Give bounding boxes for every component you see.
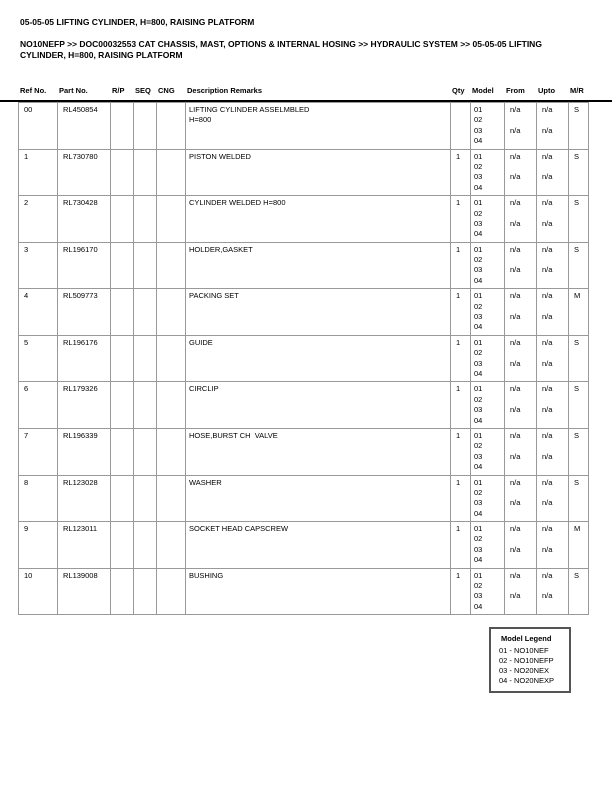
description-cell: GUIDE bbox=[186, 335, 451, 382]
cng-cell bbox=[157, 335, 186, 382]
col-header-upto: Upto bbox=[538, 86, 556, 95]
model-legend-item: 02 - NO10NEFP bbox=[499, 656, 554, 665]
upto-cell: n/a n/a bbox=[537, 568, 569, 615]
rp-cell bbox=[111, 335, 134, 382]
mr-cell: M bbox=[569, 289, 589, 336]
ref-no-cell: 3 bbox=[19, 242, 58, 289]
qty-cell: 1 bbox=[451, 289, 471, 336]
from-cell: n/a n/a bbox=[505, 475, 537, 522]
part-no-cell: RL123011 bbox=[58, 522, 111, 569]
seq-cell bbox=[134, 103, 157, 150]
model-legend-item: 01 - NO10NEF bbox=[499, 646, 549, 655]
cng-cell bbox=[157, 522, 186, 569]
table-row bbox=[19, 568, 589, 615]
rp-cell bbox=[111, 289, 134, 336]
qty-cell bbox=[451, 103, 471, 150]
table-row bbox=[19, 289, 589, 336]
upto-cell: n/a n/a bbox=[537, 103, 569, 150]
ref-no-cell: 4 bbox=[19, 289, 58, 336]
parts-table-body bbox=[19, 103, 589, 615]
upto-cell: n/a n/a bbox=[537, 196, 569, 243]
model-cell: 01 02 03 04 bbox=[471, 335, 505, 382]
cng-cell bbox=[157, 428, 186, 475]
part-no-cell: RL196176 bbox=[58, 335, 111, 382]
col-header-from: From bbox=[506, 86, 525, 95]
table-row bbox=[19, 242, 589, 289]
from-cell: n/a n/a bbox=[505, 382, 537, 429]
seq-cell bbox=[134, 568, 157, 615]
upto-cell: n/a n/a bbox=[537, 428, 569, 475]
seq-cell bbox=[134, 149, 157, 196]
description-cell: CYLINDER WELDED H=800 bbox=[186, 196, 451, 243]
description-cell: HOLDER,GASKET bbox=[186, 242, 451, 289]
model-cell: 01 02 03 04 bbox=[471, 382, 505, 429]
description-cell: WASHER bbox=[186, 475, 451, 522]
ref-no-cell: 1 bbox=[19, 149, 58, 196]
part-no-cell: RL730780 bbox=[58, 149, 111, 196]
upto-cell: n/a n/a bbox=[537, 335, 569, 382]
upto-cell: n/a n/a bbox=[537, 242, 569, 289]
upto-cell: n/a n/a bbox=[537, 289, 569, 336]
col-header-cng: CNG bbox=[158, 86, 175, 95]
qty-cell: 1 bbox=[451, 382, 471, 429]
ref-no-cell: 7 bbox=[19, 428, 58, 475]
seq-cell bbox=[134, 382, 157, 429]
upto-cell: n/a n/a bbox=[537, 522, 569, 569]
ref-no-cell: 2 bbox=[19, 196, 58, 243]
table-row bbox=[19, 428, 589, 475]
cng-cell bbox=[157, 103, 186, 150]
model-cell: 01 02 03 04 bbox=[471, 428, 505, 475]
qty-cell: 1 bbox=[451, 475, 471, 522]
model-legend-item: 04 - NO20NEXP bbox=[499, 676, 555, 685]
col-header-rp: R/P bbox=[112, 86, 125, 95]
table-row bbox=[19, 103, 589, 150]
table-row bbox=[19, 335, 589, 382]
table-row bbox=[19, 522, 589, 569]
ref-no-cell: 5 bbox=[19, 335, 58, 382]
table-row bbox=[19, 475, 589, 522]
model-cell: 01 02 03 04 bbox=[471, 196, 505, 243]
mr-cell: S bbox=[569, 149, 589, 196]
page-title: 05-05-05 LIFTING CYLINDER, H=800, RAISING PLATFORM bbox=[20, 17, 255, 27]
description-cell: LIFTING CYLINDER ASSELMBLED H=800 bbox=[186, 103, 451, 150]
ref-no-cell: 6 bbox=[19, 382, 58, 429]
rp-cell bbox=[111, 196, 134, 243]
from-cell: n/a n/a bbox=[505, 335, 537, 382]
cng-cell bbox=[157, 196, 186, 243]
mr-cell: S bbox=[569, 103, 589, 150]
description-cell: SOCKET HEAD CAPSCREW bbox=[186, 522, 451, 569]
description-cell: PISTON WELDED bbox=[186, 149, 451, 196]
rp-cell bbox=[111, 382, 134, 429]
part-no-cell: RL450854 bbox=[58, 103, 111, 150]
mr-cell: S bbox=[569, 335, 589, 382]
from-cell: n/a n/a bbox=[505, 568, 537, 615]
mr-cell: M bbox=[569, 522, 589, 569]
model-legend-item: 03 - NO20NEX bbox=[499, 666, 550, 675]
qty-cell: 1 bbox=[451, 428, 471, 475]
ref-no-cell: 9 bbox=[19, 522, 58, 569]
part-no-cell: RL179326 bbox=[58, 382, 111, 429]
cng-cell bbox=[157, 289, 186, 336]
model-cell: 01 02 03 04 bbox=[471, 289, 505, 336]
qty-cell: 1 bbox=[451, 242, 471, 289]
model-cell: 01 02 03 04 bbox=[471, 149, 505, 196]
ref-no-cell: 8 bbox=[19, 475, 58, 522]
rp-cell bbox=[111, 103, 134, 150]
from-cell: n/a n/a bbox=[505, 428, 537, 475]
cng-cell bbox=[157, 382, 186, 429]
table-row bbox=[19, 196, 589, 243]
seq-cell bbox=[134, 242, 157, 289]
qty-cell: 1 bbox=[451, 149, 471, 196]
mr-cell: S bbox=[569, 242, 589, 289]
model-cell: 01 02 03 04 bbox=[471, 522, 505, 569]
mr-cell: S bbox=[569, 428, 589, 475]
model-cell: 01 02 03 04 bbox=[471, 475, 505, 522]
cng-cell bbox=[157, 568, 186, 615]
mr-cell: S bbox=[569, 382, 589, 429]
cng-cell bbox=[157, 475, 186, 522]
col-header-ref-no: Ref No. bbox=[20, 86, 47, 95]
col-header-description: Description Remarks bbox=[187, 86, 263, 95]
model-cell: 01 02 03 04 bbox=[471, 103, 505, 150]
from-cell: n/a n/a bbox=[505, 242, 537, 289]
qty-cell: 1 bbox=[451, 568, 471, 615]
part-no-cell: RL196339 bbox=[58, 428, 111, 475]
rp-cell bbox=[111, 522, 134, 569]
rp-cell bbox=[111, 242, 134, 289]
table-row bbox=[19, 149, 589, 196]
from-cell: n/a n/a bbox=[505, 149, 537, 196]
seq-cell bbox=[134, 475, 157, 522]
breadcrumb: NO10NEFP >> DOC00032553 CAT CHASSIS, MAST, OPTIONS & INTERNAL HOSING >> HYDRAULIC SYSTEM >> 05-05-05 LIFTING CYLINDER, H=800, RAISING PLATFORM bbox=[20, 39, 542, 60]
part-no-cell: RL196170 bbox=[58, 242, 111, 289]
col-header-qty: Qty bbox=[452, 86, 465, 95]
mr-cell: S bbox=[569, 475, 589, 522]
rp-cell bbox=[111, 568, 134, 615]
part-no-cell: RL139008 bbox=[58, 568, 111, 615]
part-no-cell: RL509773 bbox=[58, 289, 111, 336]
description-cell: HOSE,BURST CH VALVE bbox=[186, 428, 451, 475]
table-row bbox=[19, 382, 589, 429]
description-cell: BUSHING bbox=[186, 568, 451, 615]
model-legend-title: Model Legend bbox=[501, 634, 552, 643]
seq-cell bbox=[134, 335, 157, 382]
rp-cell bbox=[111, 149, 134, 196]
part-no-cell: RL123028 bbox=[58, 475, 111, 522]
seq-cell bbox=[134, 522, 157, 569]
seq-cell bbox=[134, 289, 157, 336]
model-cell: 01 02 03 04 bbox=[471, 242, 505, 289]
model-cell: 01 02 03 04 bbox=[471, 568, 505, 615]
qty-cell: 1 bbox=[451, 196, 471, 243]
col-header-part-no: Part No. bbox=[59, 86, 88, 95]
upto-cell: n/a n/a bbox=[537, 475, 569, 522]
ref-no-cell: 00 bbox=[19, 103, 58, 150]
col-header-mr: M/R bbox=[570, 86, 584, 95]
upto-cell: n/a n/a bbox=[537, 382, 569, 429]
col-header-seq: SEQ bbox=[135, 86, 151, 95]
qty-cell: 1 bbox=[451, 335, 471, 382]
description-cell: CIRCLIP bbox=[186, 382, 451, 429]
seq-cell bbox=[134, 428, 157, 475]
rp-cell bbox=[111, 428, 134, 475]
col-header-model: Model bbox=[472, 86, 494, 95]
qty-cell: 1 bbox=[451, 522, 471, 569]
from-cell: n/a n/a bbox=[505, 103, 537, 150]
seq-cell bbox=[134, 196, 157, 243]
column-header-row bbox=[18, 86, 588, 95]
description-cell: PACKING SET bbox=[186, 289, 451, 336]
parts-table bbox=[18, 102, 589, 615]
from-cell: n/a n/a bbox=[505, 196, 537, 243]
upto-cell: n/a n/a bbox=[537, 149, 569, 196]
cng-cell bbox=[157, 242, 186, 289]
cng-cell bbox=[157, 149, 186, 196]
mr-cell: S bbox=[569, 568, 589, 615]
model-legend-box bbox=[489, 627, 571, 693]
ref-no-cell: 10 bbox=[19, 568, 58, 615]
part-no-cell: RL730428 bbox=[58, 196, 111, 243]
from-cell: n/a n/a bbox=[505, 522, 537, 569]
mr-cell: S bbox=[569, 196, 589, 243]
rp-cell bbox=[111, 475, 134, 522]
from-cell: n/a n/a bbox=[505, 289, 537, 336]
